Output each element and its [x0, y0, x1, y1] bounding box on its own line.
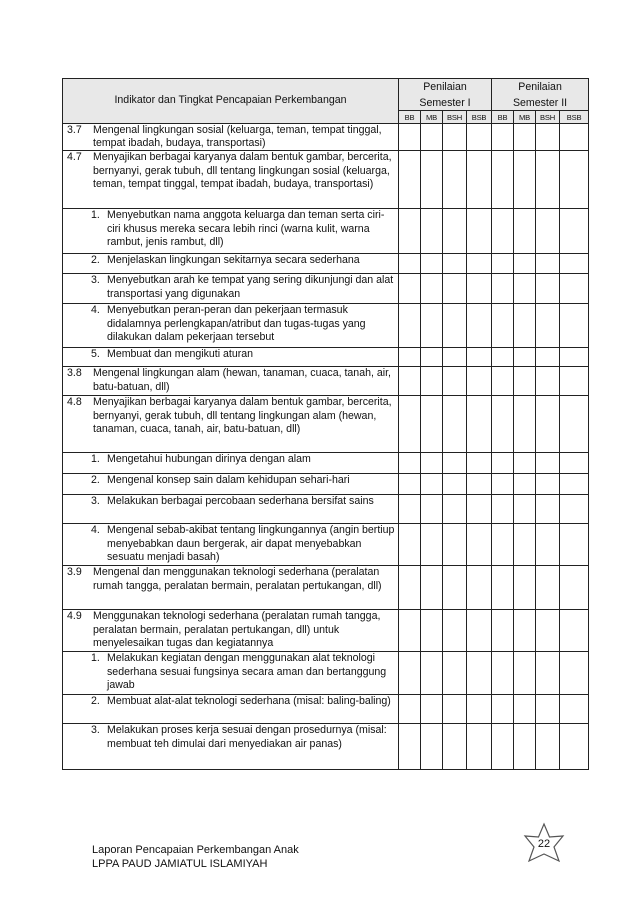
sub-indicator-row [63, 304, 589, 348]
sub-indicator-text [63, 274, 398, 300]
rating-checkbox-cell[interactable] [536, 453, 560, 474]
rating-checkbox-cell[interactable] [421, 695, 443, 724]
item-text: Menjelaskan lingkungan sekitarnya secara sederhana [107, 254, 360, 267]
rating-checkbox-cell[interactable] [399, 566, 421, 610]
indicator-cell [63, 610, 399, 652]
rating-checkbox-cell[interactable] [467, 474, 492, 495]
rating-checkbox-cell[interactable] [560, 453, 589, 474]
sub-indicator-text [63, 209, 398, 249]
rating-checkbox-cell[interactable] [467, 151, 492, 209]
rating-checkbox-cell[interactable] [514, 495, 536, 524]
sub-indicator-text [63, 495, 398, 508]
rating-checkbox-cell[interactable] [399, 367, 421, 396]
rating-checkbox-cell[interactable] [514, 453, 536, 474]
item-text: Membuat alat-alat teknologi sederhana (misal: baling-baling) [107, 695, 391, 708]
item-number: 2. [91, 474, 100, 487]
rating-checkbox-cell[interactable] [399, 304, 421, 348]
rating-checkbox-cell[interactable] [467, 695, 492, 724]
rating-checkbox-cell[interactable] [514, 524, 536, 566]
item-text: Melakukan berbagai percobaan sederhana bersifat sains [107, 495, 374, 508]
rating-checkbox-cell[interactable] [399, 724, 421, 770]
rating-checkbox-cell[interactable] [514, 151, 536, 209]
item-number: 4.8 [67, 396, 82, 409]
rating-checkbox-cell[interactable] [514, 124, 536, 151]
rating-checkbox-cell[interactable] [421, 304, 443, 348]
item-number: 3.9 [67, 566, 82, 579]
penilaian-header-1: Penilaian [399, 79, 492, 96]
rating-checkbox-cell[interactable] [467, 367, 492, 396]
rating-checkbox-cell[interactable] [536, 724, 560, 770]
rating-checkbox-cell[interactable] [536, 396, 560, 453]
rating-checkbox-cell[interactable] [399, 524, 421, 566]
rating-checkbox-cell[interactable] [536, 566, 560, 610]
rating-checkbox-cell[interactable] [514, 566, 536, 610]
sub-indicator-row [63, 348, 589, 367]
item-number: 4.9 [67, 610, 82, 623]
rating-checkbox-cell[interactable] [421, 124, 443, 151]
code-header: BSB [467, 111, 492, 124]
rating-checkbox-cell[interactable] [492, 304, 514, 348]
rating-checkbox-cell[interactable] [492, 566, 514, 610]
rating-checkbox-cell[interactable] [536, 124, 560, 151]
rating-checkbox-cell[interactable] [536, 474, 560, 495]
rating-checkbox-cell[interactable] [560, 367, 589, 396]
item-number: 4. [91, 524, 100, 537]
indicator-cell [63, 453, 399, 474]
item-text: Mengenal lingkungan sosial (keluarga, teman, tempat tinggal, tempat ibadah, budaya, transportasi) [93, 124, 382, 150]
rating-checkbox-cell[interactable] [421, 348, 443, 367]
rating-checkbox-cell[interactable] [560, 695, 589, 724]
rating-checkbox-cell[interactable] [536, 610, 560, 652]
rating-checkbox-cell[interactable] [560, 652, 589, 695]
item-number: 3. [91, 495, 100, 508]
rating-checkbox-cell[interactable] [514, 610, 536, 652]
table-header [63, 79, 589, 124]
rating-checkbox-cell[interactable] [421, 610, 443, 652]
indicator-cell [63, 566, 399, 610]
indicator-cell [63, 495, 399, 524]
sub-indicator-row [63, 209, 589, 254]
item-text: Menyebutkan peran-peran dan pekerjaan termasuk didalamnya perlengkapan/atribut dan tugas-tugas yang dilakukan dalam pekerjaan tersebut [107, 304, 366, 343]
item-text: Mengenal dan menggunakan teknologi sederhana (peralatan rumah tangga, peralatan bermain, peralatan pertukangan, dll) [93, 566, 382, 592]
indicator-text [63, 367, 398, 393]
rating-checkbox-cell[interactable] [421, 524, 443, 566]
sub-indicator-text [63, 524, 398, 564]
indicator-cell [63, 274, 399, 304]
item-text: Mengenal lingkungan alam (hewan, tanaman, cuaca, tanah, air, batu-batuan, dll) [93, 367, 391, 393]
indicator-cell [63, 304, 399, 348]
rating-checkbox-cell[interactable] [560, 124, 589, 151]
rating-checkbox-cell[interactable] [492, 453, 514, 474]
indicator-row [63, 367, 589, 396]
rating-checkbox-cell[interactable] [443, 453, 467, 474]
rating-checkbox-cell[interactable] [492, 610, 514, 652]
rating-checkbox-cell[interactable] [536, 274, 560, 304]
rating-checkbox-cell[interactable] [560, 209, 589, 254]
rating-checkbox-cell[interactable] [421, 151, 443, 209]
rating-checkbox-cell[interactable] [560, 151, 589, 209]
sub-indicator-row [63, 495, 589, 524]
sub-indicator-row [63, 254, 589, 274]
rating-checkbox-cell[interactable] [421, 453, 443, 474]
rating-checkbox-cell[interactable] [492, 254, 514, 274]
rating-checkbox-cell[interactable] [399, 396, 421, 453]
rating-checkbox-cell[interactable] [492, 495, 514, 524]
sub-indicator-text [63, 348, 398, 361]
rating-checkbox-cell[interactable] [536, 652, 560, 695]
rating-checkbox-cell[interactable] [421, 495, 443, 524]
rating-checkbox-cell[interactable] [443, 695, 467, 724]
rating-checkbox-cell[interactable] [560, 304, 589, 348]
item-text: Mengenal sebab-akibat tentang lingkungannya (angin bertiup menyebabkan daun bergerak, air dapat menyebabkan sesuatu menjadi basah) [107, 524, 395, 563]
footer-school-name: LPPA PAUD JAMIATUL ISLAMIYAH [92, 858, 268, 870]
item-number: 1. [91, 652, 100, 665]
rating-checkbox-cell[interactable] [492, 396, 514, 453]
rating-checkbox-cell[interactable] [467, 254, 492, 274]
rating-checkbox-cell[interactable] [421, 474, 443, 495]
item-text: Melakukan proses kerja sesuai dengan prosedurnya (misal: membuat teh dimulai dari menyediakan air panas) [107, 724, 387, 750]
sub-indicator-row [63, 453, 589, 474]
rating-checkbox-cell[interactable] [467, 652, 492, 695]
indicator-text [63, 396, 398, 436]
rating-checkbox-cell[interactable] [399, 274, 421, 304]
indicator-row [63, 566, 589, 610]
rating-checkbox-cell[interactable] [560, 474, 589, 495]
rating-checkbox-cell[interactable] [443, 348, 467, 367]
rating-checkbox-cell[interactable] [560, 495, 589, 524]
item-number: 1. [91, 453, 100, 466]
item-number: 2. [91, 695, 100, 708]
rating-checkbox-cell[interactable] [560, 348, 589, 367]
indicator-row [63, 151, 589, 209]
indicator-cell [63, 524, 399, 566]
sub-indicator-text [63, 695, 398, 708]
indicator-text [63, 610, 398, 650]
rating-checkbox-cell[interactable] [492, 348, 514, 367]
rating-checkbox-cell[interactable] [536, 695, 560, 724]
indicator-cell [63, 209, 399, 254]
indicator-cell [63, 348, 399, 367]
rating-checkbox-cell[interactable] [492, 474, 514, 495]
sub-indicator-text [63, 304, 398, 344]
item-number: 5. [91, 348, 100, 361]
rating-checkbox-cell[interactable] [399, 610, 421, 652]
indicator-column-header: Indikator dan Tingkat Pencapaian Perkembangan [63, 79, 399, 124]
rating-checkbox-cell[interactable] [467, 453, 492, 474]
sub-indicator-text [63, 453, 398, 466]
rating-checkbox-cell[interactable] [536, 348, 560, 367]
rating-checkbox-cell[interactable] [421, 396, 443, 453]
rating-checkbox-cell[interactable] [492, 524, 514, 566]
rating-checkbox-cell[interactable] [536, 367, 560, 396]
rating-checkbox-cell[interactable] [467, 348, 492, 367]
rating-checkbox-cell[interactable] [560, 254, 589, 274]
page-number-badge [520, 822, 568, 870]
rating-checkbox-cell[interactable] [514, 304, 536, 348]
sub-indicator-row [63, 652, 589, 695]
rating-checkbox-cell[interactable] [443, 474, 467, 495]
rating-checkbox-cell[interactable] [514, 367, 536, 396]
rating-checkbox-cell[interactable] [514, 474, 536, 495]
rating-checkbox-cell[interactable] [421, 566, 443, 610]
rating-checkbox-cell[interactable] [536, 524, 560, 566]
item-number: 3. [91, 724, 100, 737]
rating-checkbox-cell[interactable] [560, 566, 589, 610]
sub-indicator-row [63, 474, 589, 495]
item-number: 3.8 [67, 367, 82, 380]
rating-checkbox-cell[interactable] [514, 274, 536, 304]
indicator-cell [63, 695, 399, 724]
item-text: Melakukan kegiatan dengan menggunakan alat teknologi sederhana sesuai fungsinya secara aman dan bertanggung jawab [107, 652, 387, 691]
rating-checkbox-cell[interactable] [443, 274, 467, 304]
rating-checkbox-cell[interactable] [560, 274, 589, 304]
rating-checkbox-cell[interactable] [443, 124, 467, 151]
rating-checkbox-cell[interactable] [421, 724, 443, 770]
item-text: Membuat dan mengikuti aturan [107, 348, 254, 361]
rating-checkbox-cell[interactable] [492, 124, 514, 151]
item-number: 4.7 [67, 151, 82, 164]
indicator-text [63, 124, 398, 150]
rating-checkbox-cell[interactable] [443, 396, 467, 453]
rating-checkbox-cell[interactable] [399, 453, 421, 474]
rating-checkbox-cell[interactable] [514, 724, 536, 770]
rating-checkbox-cell[interactable] [467, 495, 492, 524]
rating-checkbox-cell[interactable] [443, 610, 467, 652]
rating-checkbox-cell[interactable] [443, 151, 467, 209]
item-text: Menyajikan berbagai karyanya dalam bentuk gambar, bercerita, bernyanyi, gerak tubuh, dll tentang lingkungan sosial (keluarga, teman, tempat tinggal, tempat ibadah, budaya, transportasi) [93, 151, 392, 190]
rating-checkbox-cell[interactable] [467, 124, 492, 151]
rating-checkbox-cell[interactable] [467, 274, 492, 304]
rating-checkbox-cell[interactable] [467, 524, 492, 566]
rating-checkbox-cell[interactable] [421, 274, 443, 304]
rating-checkbox-cell[interactable] [443, 652, 467, 695]
rating-checkbox-cell[interactable] [399, 474, 421, 495]
rating-checkbox-cell[interactable] [399, 652, 421, 695]
rating-checkbox-cell[interactable] [536, 254, 560, 274]
rating-checkbox-cell[interactable] [467, 610, 492, 652]
sub-indicator-text [63, 474, 398, 487]
sub-indicator-row [63, 524, 589, 566]
rating-checkbox-cell[interactable] [421, 254, 443, 274]
indicator-row [63, 396, 589, 453]
indicator-cell [63, 652, 399, 695]
semester-1-header: Semester I [399, 96, 492, 111]
indicator-cell [63, 124, 399, 151]
item-text: Mengenal konsep sain dalam kehidupan sehari-hari [107, 474, 350, 487]
rating-checkbox-cell[interactable] [492, 367, 514, 396]
code-header: BSH [536, 111, 560, 124]
sub-indicator-row [63, 724, 589, 770]
indicator-text [63, 151, 398, 191]
rating-checkbox-cell[interactable] [492, 209, 514, 254]
item-text: Menggunakan teknologi sederhana (peralatan rumah tangga, peralatan bermain, peralatan pertukangan, dll) untuk menyelesaikan tugas dan kegiatannya [93, 610, 381, 649]
rating-checkbox-cell[interactable] [536, 495, 560, 524]
item-text: Menyebutkan arah ke tempat yang sering dikunjungi dan alat transportasi yang digunakan [107, 274, 394, 300]
code-header: MB [514, 111, 536, 124]
rating-checkbox-cell[interactable] [443, 254, 467, 274]
rating-checkbox-cell[interactable] [443, 724, 467, 770]
indicator-cell [63, 396, 399, 453]
rating-checkbox-cell[interactable] [443, 367, 467, 396]
rating-checkbox-cell[interactable] [421, 652, 443, 695]
footer [92, 843, 299, 871]
item-number: 1. [91, 209, 100, 222]
rating-checkbox-cell[interactable] [467, 209, 492, 254]
item-text: Mengetahui hubungan dirinya dengan alam [107, 453, 311, 466]
sub-indicator-text [63, 254, 398, 267]
rating-checkbox-cell[interactable] [399, 124, 421, 151]
indicator-row [63, 124, 589, 151]
rating-checkbox-cell[interactable] [560, 724, 589, 770]
item-number: 3.7 [67, 124, 82, 136]
sub-indicator-text [63, 724, 398, 750]
rating-checkbox-cell[interactable] [443, 524, 467, 566]
item-text: Menyebutkan nama anggota keluarga dan teman serta ciri-ciri khusus mereka secara lebih rinci (warna kulit, warna rambut, jenis rambut, dll) [107, 209, 385, 248]
rating-checkbox-cell[interactable] [514, 209, 536, 254]
rating-checkbox-cell[interactable] [467, 724, 492, 770]
rating-checkbox-cell[interactable] [536, 209, 560, 254]
rating-checkbox-cell[interactable] [421, 367, 443, 396]
rating-checkbox-cell[interactable] [467, 396, 492, 453]
code-header: MB [421, 111, 443, 124]
footer-report-title: Laporan Pencapaian Perkembangan Anak [92, 844, 299, 856]
rating-checkbox-cell[interactable] [492, 151, 514, 209]
table-body [63, 124, 589, 770]
indicator-cell [63, 367, 399, 396]
rating-checkbox-cell[interactable] [560, 396, 589, 453]
rating-checkbox-cell[interactable] [514, 254, 536, 274]
rating-checkbox-cell[interactable] [399, 151, 421, 209]
sub-indicator-row [63, 274, 589, 304]
rating-checkbox-cell[interactable] [399, 254, 421, 274]
indicator-row [63, 610, 589, 652]
semester-2-header: Semester II [492, 96, 589, 111]
item-number: 3. [91, 274, 100, 287]
rating-checkbox-cell[interactable] [492, 724, 514, 770]
rating-checkbox-cell[interactable] [443, 209, 467, 254]
code-header: BB [492, 111, 514, 124]
rating-checkbox-cell[interactable] [443, 566, 467, 610]
rating-checkbox-cell[interactable] [514, 695, 536, 724]
rating-checkbox-cell[interactable] [443, 304, 467, 348]
rating-checkbox-cell[interactable] [560, 524, 589, 566]
rating-checkbox-cell[interactable] [492, 695, 514, 724]
assessment-table [62, 78, 589, 770]
item-text: Menyajikan berbagai karyanya dalam bentuk gambar, bercerita, bernyanyi, gerak tubuh, dll tentang lingkungan alam (hewan, tanaman, cuaca, tanah, air, batu-batuan, dll) [93, 396, 392, 435]
code-header: BSH [443, 111, 467, 124]
indicator-cell [63, 724, 399, 770]
indicator-cell [63, 474, 399, 495]
rating-checkbox-cell[interactable] [467, 304, 492, 348]
sub-indicator-text [63, 652, 398, 692]
rating-checkbox-cell[interactable] [514, 652, 536, 695]
rating-checkbox-cell[interactable] [536, 304, 560, 348]
item-number: 4. [91, 304, 100, 317]
indicator-cell [63, 254, 399, 274]
item-number: 2. [91, 254, 100, 267]
sub-indicator-row [63, 695, 589, 724]
rating-checkbox-cell[interactable] [399, 695, 421, 724]
rating-checkbox-cell[interactable] [399, 495, 421, 524]
penilaian-header-2: Penilaian [492, 79, 589, 96]
rating-checkbox-cell[interactable] [514, 396, 536, 453]
code-header: BSB [560, 111, 589, 124]
rating-checkbox-cell[interactable] [536, 151, 560, 209]
indicator-text [63, 566, 398, 592]
rating-checkbox-cell[interactable] [560, 610, 589, 652]
rating-checkbox-cell[interactable] [399, 348, 421, 367]
rating-checkbox-cell[interactable] [492, 652, 514, 695]
rating-checkbox-cell[interactable] [467, 566, 492, 610]
indicator-cell [63, 151, 399, 209]
rating-checkbox-cell[interactable] [443, 495, 467, 524]
rating-checkbox-cell[interactable] [399, 209, 421, 254]
rating-checkbox-cell[interactable] [492, 274, 514, 304]
code-header: BB [399, 111, 421, 124]
rating-checkbox-cell[interactable] [514, 348, 536, 367]
page-number: 22 [537, 838, 551, 850]
rating-checkbox-cell[interactable] [421, 209, 443, 254]
